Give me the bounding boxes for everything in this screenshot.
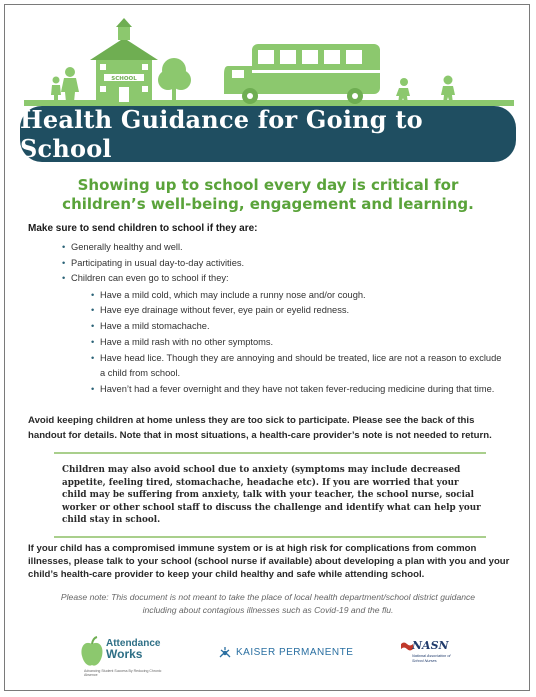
list-item	[62, 271, 502, 398]
school-bus-icon	[224, 44, 380, 104]
kaiser-sunburst-icon	[218, 645, 232, 659]
nasn-subtitle: National Association of School Nurses	[412, 654, 451, 663]
sub-list-item: • Have head lice. Though they are annoying and should be treated, lice are not a reason to exclude a child from school.	[91, 351, 502, 383]
kaiser-text: KAISER PERMANENTE	[236, 646, 354, 658]
immune-paragraph: If your child has a compromised immune system or is at high risk for complications from common illnesses, please talk to your school (school nurse if available) about developing a plan with you and your child’s health-care provider to keep your child healthy and safe while attending school.	[28, 543, 510, 580]
walking-student-icon	[396, 76, 455, 105]
school-sign-text: SCHOOL	[111, 76, 137, 82]
disclaimer-note: Please note: This document is not meant to take the place of local health department/school district guidance including about contagious illnesses such as Covid-19 and the flu.	[60, 592, 476, 615]
list-item: • Participating in usual day-to-day activities.	[62, 256, 502, 272]
page-title: Health Guidance for Going to School	[20, 105, 423, 163]
list-item: • Generally healthy and well.	[62, 240, 502, 256]
sub-list-item: • Have eye drainage without fever, eye pain or eyelid redness.	[91, 303, 502, 319]
subtitle: Showing up to school every day is critical for children’s well-being, engagement and learning.	[62, 176, 474, 213]
avoid-paragraph: Avoid keeping children at home unless they are too sick to participate. Please see the back of this handout for details. Note that in most situations, a health-care provider’s note is not needed to return.	[28, 415, 492, 441]
tree-icon	[158, 58, 191, 102]
attendance-works-logo	[80, 636, 170, 676]
title-banner	[20, 106, 516, 162]
list-item-label: Children can even go to school if they:	[71, 273, 229, 283]
nasn-logo	[400, 638, 456, 676]
sub-criteria-list	[91, 288, 502, 399]
intro-text: Make sure to send children to school if they are:	[28, 223, 258, 234]
school-building-icon	[90, 18, 158, 102]
sub-list-item: • Have a mild stomachache.	[91, 319, 502, 335]
footer-logos	[0, 628, 536, 678]
apple-icon	[80, 636, 104, 668]
anxiety-text: Children may also avoid school due to anxiety (symptoms may include decreased appetite, feeling tired, stomachache, headache etc). If you are worried that your child may be suffering from anxiety, talk with your teacher, the school nurse, social worker or other school staff to discuss the challenge and identify what can help your child stay in school.	[62, 465, 481, 525]
criteria-list	[62, 240, 502, 398]
parent-child-icon	[51, 67, 79, 102]
anxiety-callout	[54, 452, 486, 538]
header-illustration	[0, 0, 536, 110]
sub-list-item: • Have a mild rash with no other symptoms.	[91, 335, 502, 351]
attendance-works-name: Attendance Works	[106, 638, 161, 661]
sub-list-item: • Haven’t had a fever overnight and they have not taken fever-reducing medicine during that time.	[91, 382, 502, 398]
nasn-name: NASN	[412, 639, 449, 652]
sub-list-item: • Have a mild cold, which may include a runny nose and/or cough.	[91, 288, 502, 304]
kaiser-permanente-logo	[218, 642, 353, 662]
attendance-works-tagline: Advancing Student Success By Reducing Chronic Absence	[84, 669, 162, 677]
